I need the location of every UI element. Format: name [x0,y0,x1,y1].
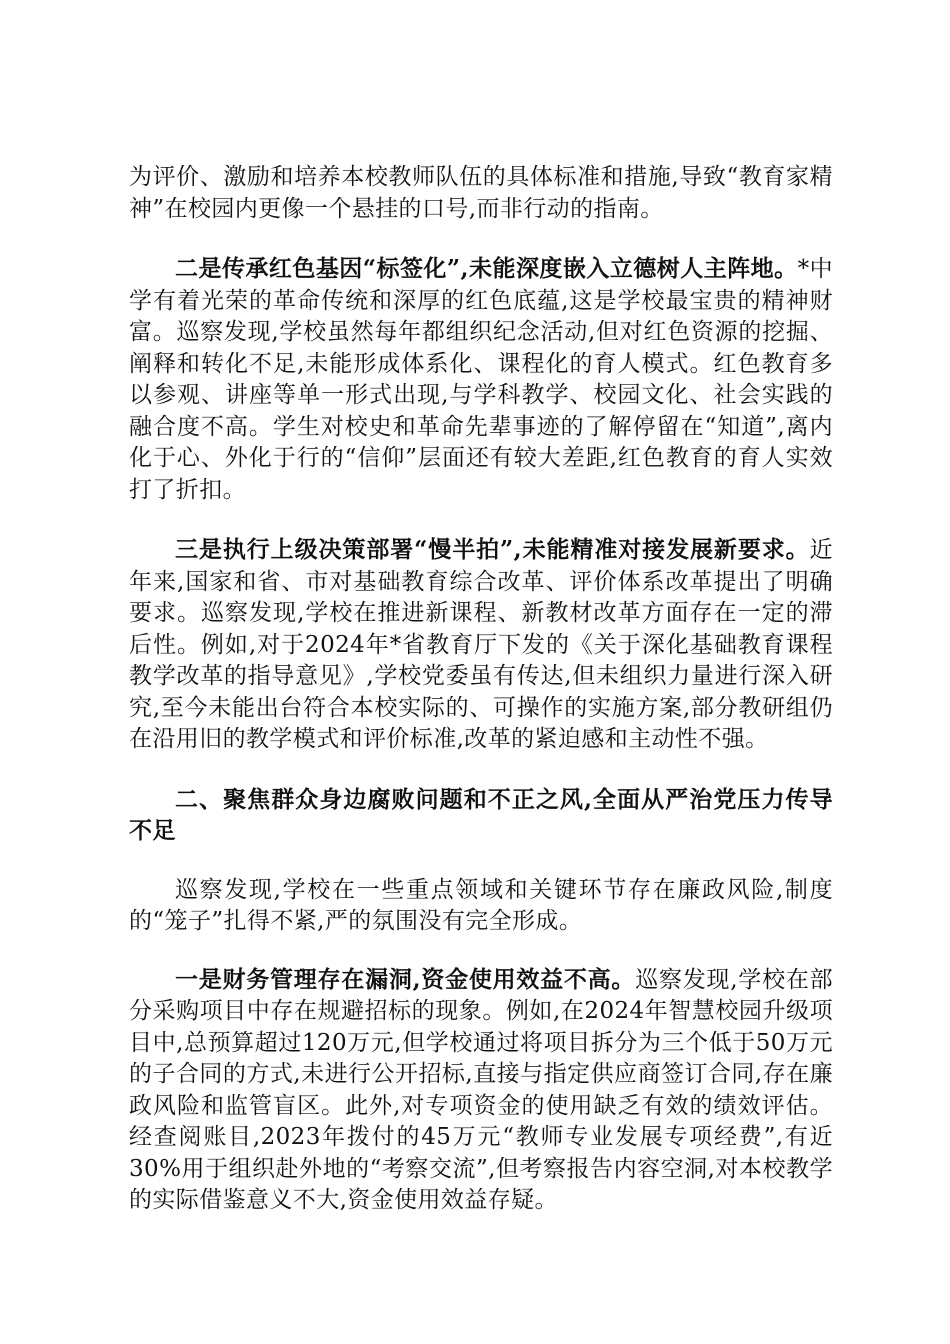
section-heading [129,784,833,847]
paragraph-policy-execution [129,534,833,756]
paragraph-text: 近年来,国家和省、市对基础教育综合改革、评价体系改革提出了明确要求。巡察发现,学校在推进新课程、新教材改革方面存在一定的滞后性。例如,对于2024年*省教育厅下发的《关于深化基础教育课程教学改革的指导意见》,学校党委虽有传达,但未组织力量进行深入研究,至今未能出台符合本校实际的、可操作的实施方案,部分教研组仍在沿用旧的教学模式和评价标准,改革的紧迫感和主动性不强。 [129,537,833,752]
paragraph-lead: 二是传承红色基因“标签化”,未能深度嵌入立德树人主阵地。 [175,255,798,282]
paragraph-text: 巡察发现,学校在一些重点领域和关键环节存在廉政风险,制度的“笼子”扎得不紧,严的氛围没有完全形成。 [129,876,833,934]
paragraph-continuation [129,162,833,225]
paragraph-text: *中学有着光荣的革命传统和深厚的红色底蕴,这是学校最宝贵的精神财富。巡察发现,学校虽然每年都组织纪念活动,但对红色资源的挖掘、阐释和转化不足,未能形成体系化、课程化的育人模式。红色教育多以参观、讲座等单一形式出现,与学科教学、校园文化、社会实践的融合度不高。学生对校史和革命先辈事迹的了解停留在“知道”,离内化于心、外化于行的“信仰”层面还有较大差距,红色教育的育人实效打了折扣。 [129,256,833,503]
paragraph-text: 为评价、激励和培养本校教师队伍的具体标准和措施,导致“教育家精神”在校园内更像一个悬挂的口号,而非行动的指南。 [129,164,833,222]
document-page [129,162,833,1217]
paragraph-finance [129,964,833,1217]
paragraph-lead: 三是执行上级决策部署“慢半拍”,未能精准对接发展新要求。 [175,536,810,563]
paragraph-text: 巡察发现,学校在部分采购项目中存在规避招标的现象。例如,在2024年智慧校园升级项目中,总预算超过120万元,但学校通过将项目拆分为三个低于50万元的子合同的方式,未进行公开招标,直接与指定供应商签订合同,存在廉政风险和监管盲区。此外,对专项资金的使用缺乏有效的绩效评估。经查阅账目,2023年拨付的45万元“教师专业发展专项经费”,有近30%用于组织赴外地的“考察交流”,但考察报告内容空洞,对本校教学的实际借鉴意义不大,资金使用效益存疑。 [129,966,833,1213]
paragraph-red-gene [129,253,833,506]
section-heading-text: 二、聚焦群众身边腐败问题和不正之风,全面从严治党压力传导不足 [129,785,833,844]
paragraph-lead: 一是财务管理存在漏洞,资金使用效益不高。 [175,965,636,993]
paragraph-intro [129,875,833,938]
